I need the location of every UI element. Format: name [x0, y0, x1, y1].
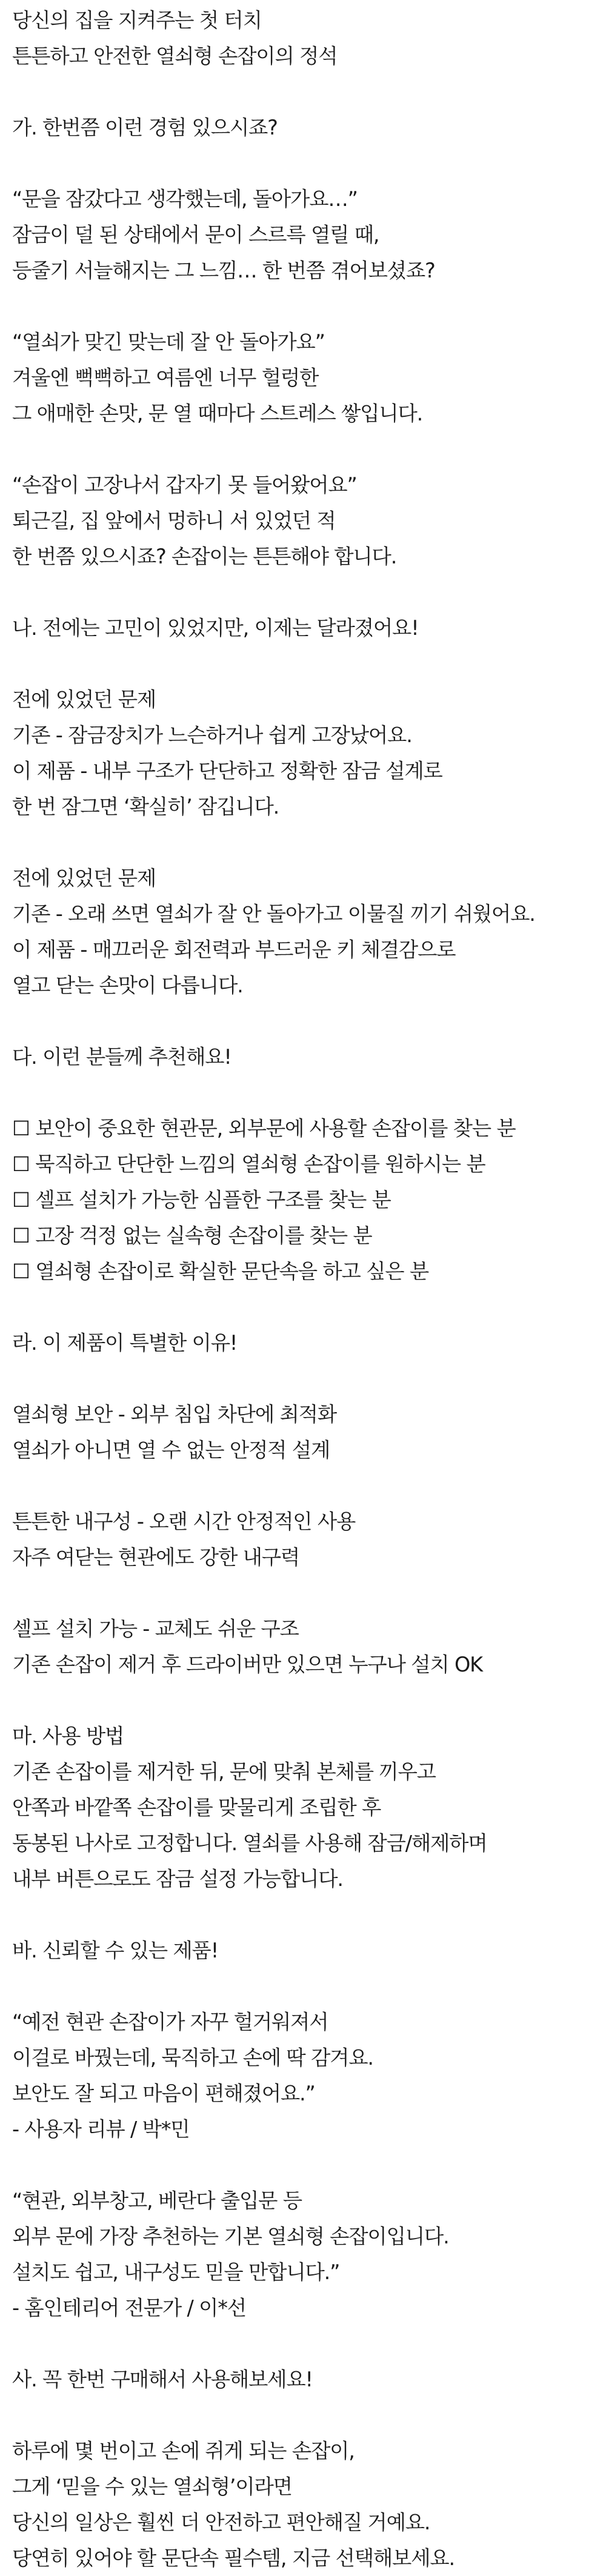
spacer: [12, 646, 591, 682]
body-line: 하루에 몇 번이고 손에 쥐게 되는 손잡이,: [12, 2439, 355, 2463]
body-line: 전에 있었던 문제: [12, 866, 156, 890]
section-heading: 가. 한번쯤 이런 경험 있으시죠?: [12, 116, 278, 139]
spacer: [12, 825, 591, 860]
spacer: [12, 2397, 591, 2433]
feature-title: 튼튼한 내구성 - 오랜 시간 안정적인 사용: [12, 1510, 356, 1533]
spacer: [12, 431, 591, 467]
body-line: 겨울엔 뻑뻑하고 여름엔 너무 헐렁한: [12, 366, 319, 390]
body-line: 한 번쯤 있으시죠? 손잡이는 튼튼해야 합니다.: [12, 545, 397, 568]
quote-line: “문을 잠갔다고 생각했는데, 돌아가요…”: [12, 187, 358, 211]
body-line: 기존 - 잠금장치가 느슨하거나 쉽게 고장났어요.: [12, 723, 412, 747]
spacer: [12, 1968, 591, 2004]
spacer: [12, 145, 591, 181]
spacer: [12, 2147, 591, 2183]
spacer: [12, 74, 591, 110]
spacer: [12, 1361, 591, 1396]
review-line: 이걸로 바꿨는데, 묵직하고 손에 딱 감겨요.: [12, 2046, 373, 2070]
spacer: [12, 1575, 591, 1611]
section-ga: [12, 110, 591, 574]
feature-title: 셀프 설치 가능 - 교체도 쉬운 구조: [12, 1617, 299, 1641]
body-line: 등줄기 서늘해지는 그 느낌… 한 번쯤 겪어보셨죠?: [12, 259, 435, 282]
body-line: 잠금이 덜 된 상태에서 문이 스르륵 열릴 때,: [12, 223, 379, 247]
spacer: [12, 1682, 591, 1718]
review-author: - 홈인테리어 전문가 / 이*선: [12, 2296, 246, 2320]
body-line: 기존 - 오래 쓰면 열쇠가 잘 안 돌아가고 이물질 끼기 쉬웠어요.: [12, 902, 535, 926]
body-line: 한 번 잠그면 ‘확실히’ 잠깁니다.: [12, 795, 279, 818]
review-line: 보안도 잘 되고 마음이 편해졌어요.”: [12, 2082, 315, 2105]
body-line: 전에 있었던 문제: [12, 688, 156, 711]
intro-line: 당신의 집을 지켜주는 첫 터치: [12, 8, 262, 32]
section-heading: 나. 전에는 고민이 있었지만, 이제는 달라졌어요!: [12, 616, 419, 640]
intro-line: 튼튼하고 안전한 열쇠형 손잡이의 정석: [12, 44, 338, 68]
spacer: [12, 288, 591, 324]
feature-detail: 열쇠가 아니면 열 수 없는 안정적 설계: [12, 1438, 330, 1462]
spacer: [12, 2326, 591, 2362]
body-line: 당연히 있어야 할 문단속 필수템, 지금 선택해보세요.: [12, 2546, 454, 2570]
review-line: 설치도 쉽고, 내구성도 믿을 만합니다.”: [12, 2260, 340, 2284]
quote-line: “손잡이 고장나서 갑자기 못 들어왔어요”: [12, 473, 357, 497]
body-line: 그게 ‘믿을 수 있는 열쇠형’이라면: [12, 2475, 292, 2498]
spacer: [12, 1075, 591, 1110]
checklist-item: ☐ 셀프 설치가 가능한 심플한 구조를 찾는 분: [12, 1188, 391, 1212]
checklist-item: ☐ 열쇠형 손잡이로 확실한 문단속을 하고 싶은 분: [12, 1260, 429, 1283]
body-line: 이 제품 - 매끄러운 회전력과 부드러운 키 체결감으로: [12, 938, 456, 961]
body-line: 안쪽과 바깥쪽 손잡이를 맞물리게 조립한 후: [12, 1796, 381, 1819]
body-line: 열고 닫는 손맛이 다릅니다.: [12, 974, 243, 997]
body-line: 기존 손잡이를 제거한 뒤, 문에 맞춰 본체를 끼우고: [12, 1760, 436, 1784]
quote-line: “열쇠가 맞긴 맞는데 잘 안 돌아가요”: [12, 330, 325, 354]
section-da: [12, 1039, 591, 1289]
section-ba: [12, 1933, 591, 2326]
spacer: [12, 1289, 591, 1325]
checklist-item: ☐ 보안이 중요한 현관문, 외부문에 사용할 손잡이를 찾는 분: [12, 1117, 516, 1140]
body-line: 그 애매한 손맛, 문 열 때마다 스트레스 쌓입니다.: [12, 402, 423, 425]
review-author: - 사용자 리뷰 / 박*민: [12, 2117, 190, 2141]
section-ma: [12, 1718, 591, 1897]
review-line: “현관, 외부창고, 베란다 출입문 등: [12, 2189, 302, 2213]
section-heading: 마. 사용 방법: [12, 1724, 124, 1748]
spacer: [12, 1897, 591, 1933]
feature-detail: 기존 손잡이 제거 후 드라이버만 있으면 누구나 설치 OK: [12, 1653, 482, 1676]
section-ra: [12, 1325, 591, 1682]
section-heading: 바. 신뢰할 수 있는 제품!: [12, 1939, 218, 1962]
spacer: [12, 574, 591, 610]
section-heading: 라. 이 제품이 특별한 이유!: [12, 1331, 238, 1355]
checklist-item: ☐ 묵직하고 단단한 느낌의 열쇠형 손잡이를 원하시는 분: [12, 1152, 485, 1176]
section-heading: 다. 이런 분들께 추천해요!: [12, 1045, 231, 1069]
checklist-item: ☐ 고장 걱정 없는 실속형 손잡이를 찾는 분: [12, 1224, 372, 1247]
feature-detail: 자주 여닫는 현관에도 강한 내구력: [12, 1545, 300, 1569]
body-line: 퇴근길, 집 앞에서 멍하니 서 있었던 적: [12, 509, 336, 533]
feature-title: 열쇠형 보안 - 외부 침입 차단에 최적화: [12, 1403, 336, 1426]
section-heading: 사. 꼭 한번 구매해서 사용해보세요!: [12, 2368, 313, 2391]
spacer: [12, 1003, 591, 1039]
body-line: 내부 버튼으로도 잠금 설정 가능합니다.: [12, 1867, 343, 1891]
body-line: 당신의 일상은 훨씬 더 안전하고 편안해질 거예요.: [12, 2511, 430, 2534]
body-line: 동봉된 나사로 고정합니다. 열쇠를 사용해 잠금/해제하며: [12, 1831, 487, 1855]
spacer: [12, 1468, 591, 1504]
review-line: 외부 문에 가장 추천하는 기본 열쇠형 손잡이입니다.: [12, 2225, 449, 2248]
section-sa: [12, 2362, 591, 2576]
section-na: [12, 610, 591, 1003]
intro-section: [12, 2, 591, 74]
review-line: “예전 현관 손잡이가 자꾸 헐거워져서: [12, 2010, 328, 2034]
body-line: 이 제품 - 내부 구조가 단단하고 정확한 잠금 설계로: [12, 759, 442, 783]
